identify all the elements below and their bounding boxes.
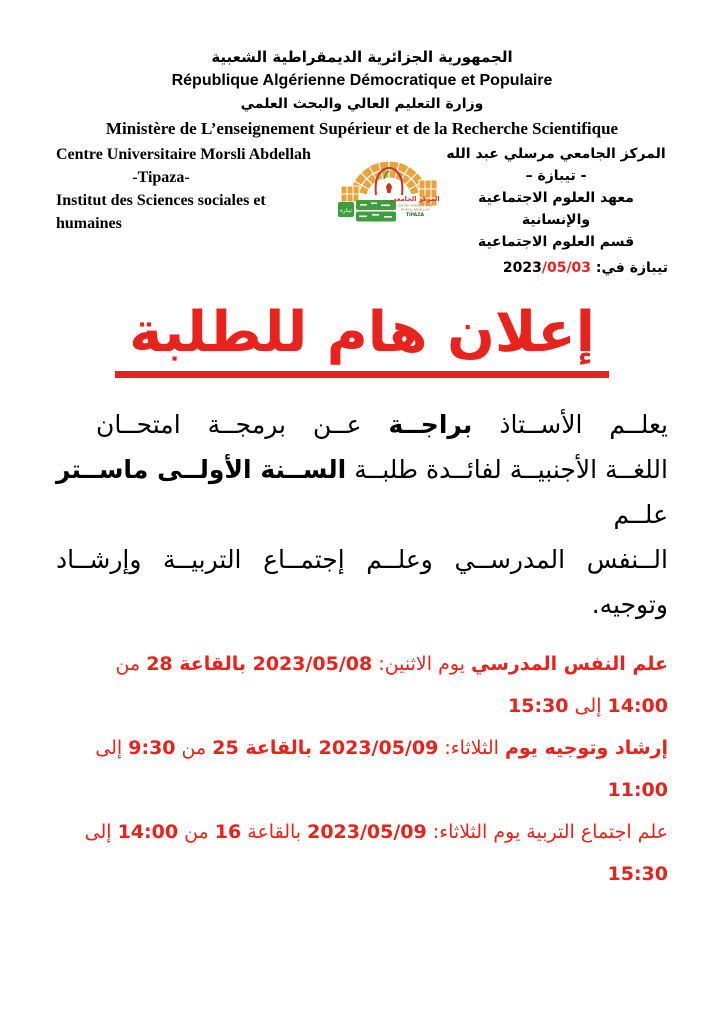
- text-segment: من: [178, 821, 215, 844]
- text-segment: 14:00: [117, 821, 179, 844]
- institution-header-row: [56, 143, 668, 279]
- body-line: [56, 402, 668, 447]
- body-line: [56, 582, 668, 627]
- text-segment: 2023/05/09: [307, 821, 427, 844]
- institution-ar-line4: قسم العلوم الاجتماعية: [477, 234, 635, 250]
- schedule-line-psychology: [56, 643, 668, 727]
- text-segment: بالقاعة: [241, 821, 308, 844]
- logo-sub-line1: CENTRE UNIVERSITAIRE: [397, 203, 433, 208]
- logo-calligraphy-icon: [356, 200, 396, 222]
- institution-block-fr: [56, 143, 334, 235]
- issue-date-monthday: /05/03: [541, 260, 592, 276]
- republic-name-fr: République Algérienne Démocratique et Populaire: [171, 72, 553, 89]
- institution-ar-line3: معهد العلوم الاجتماعية والإنسانية: [478, 190, 634, 228]
- text-segment: 14:00: [607, 695, 668, 718]
- text-segment: 15:30: [508, 695, 569, 718]
- text-segment: إرشاد وتوجيه يوم: [504, 737, 668, 760]
- text-segment: الســنة الأولــى ماســتر: [56, 455, 347, 485]
- text-segment: الــنفس المدرســي وعلــم إجتمــاع التربيــة وإرشــاد: [56, 545, 668, 575]
- body-line: [56, 447, 668, 537]
- text-segment: 2023/05/09 بالقاعة 25: [212, 737, 439, 760]
- text-segment: وتوجيه.: [591, 590, 668, 620]
- institution-block-ar: [444, 143, 668, 279]
- text-segment: إلى: [95, 737, 129, 760]
- institution-fr-line3: Institut des Sciences sociales et humaines: [56, 192, 266, 232]
- logo-city-badge-text: تيبازة: [339, 208, 353, 214]
- text-segment: إلى: [84, 821, 118, 844]
- issue-date-year: 2023: [502, 260, 542, 276]
- republic-name-ar: الجمهورية الجزائرية الديمقراطية الشعبية: [211, 48, 513, 66]
- exam-schedule: [56, 643, 668, 895]
- text-segment: علــم: [613, 500, 668, 530]
- institution-ar-line2: - تيبازة –: [525, 168, 587, 184]
- text-segment: 15:30: [607, 863, 668, 886]
- institution-ar-line1: المركز الجامعي مرسلي عبد الله: [446, 146, 666, 162]
- text-segment: علم اجتماع التربية يوم الثلاثاء:: [426, 821, 668, 844]
- university-logo-icon: [336, 143, 442, 237]
- text-segment: 11:00: [607, 779, 668, 802]
- institution-fr-line1: Centre Universitaire Morsli Abdellah: [56, 146, 311, 163]
- logo-city-latin: TIPAZA: [405, 213, 425, 218]
- text-segment: 2023/05/08 بالقاعة 28: [146, 653, 373, 676]
- institution-fr-line2: -Tipaza-: [132, 169, 190, 186]
- logo-arch-icon: [336, 143, 442, 237]
- text-segment: يوم الاثنين:: [372, 653, 471, 676]
- text-segment: يعلــم الأســتاذ: [472, 410, 668, 440]
- text-segment: عــن برمجــة امتحــان: [96, 410, 389, 440]
- text-segment: من: [175, 737, 213, 760]
- text-segment: من: [115, 653, 147, 676]
- text-segment: إلى: [568, 695, 608, 718]
- announcement-body: [56, 402, 668, 627]
- text-segment: 9:30: [128, 737, 176, 760]
- ministry-name-fr: Ministère de L’enseignement Supérieur et de la Recherche Scientifique: [105, 119, 619, 138]
- logo-center-label: المركز الجامعي: [390, 195, 440, 203]
- announcement-title: إعلان هام للطلبة: [115, 301, 609, 378]
- text-segment: 16: [214, 821, 242, 844]
- body-line: [56, 537, 668, 582]
- issue-date-label: تيبازة في:: [591, 260, 668, 276]
- text-segment: اللغــة الأجنبيــة لفائــدة طلبــة: [346, 455, 668, 485]
- text-segment: علم النفس المدرسي: [470, 653, 668, 676]
- ministry-name-ar: وزارة التعليم العالي والبحث العلمي: [240, 96, 484, 112]
- text-segment: الثلاثاء:: [438, 737, 505, 760]
- schedule-line-guidance: [56, 727, 668, 811]
- schedule-line-sociology: [56, 811, 668, 895]
- text-segment: براجــة: [388, 410, 473, 440]
- logo-sub-line2: MORSLI ABDELLAH: [400, 207, 430, 212]
- issue-date: [444, 257, 668, 279]
